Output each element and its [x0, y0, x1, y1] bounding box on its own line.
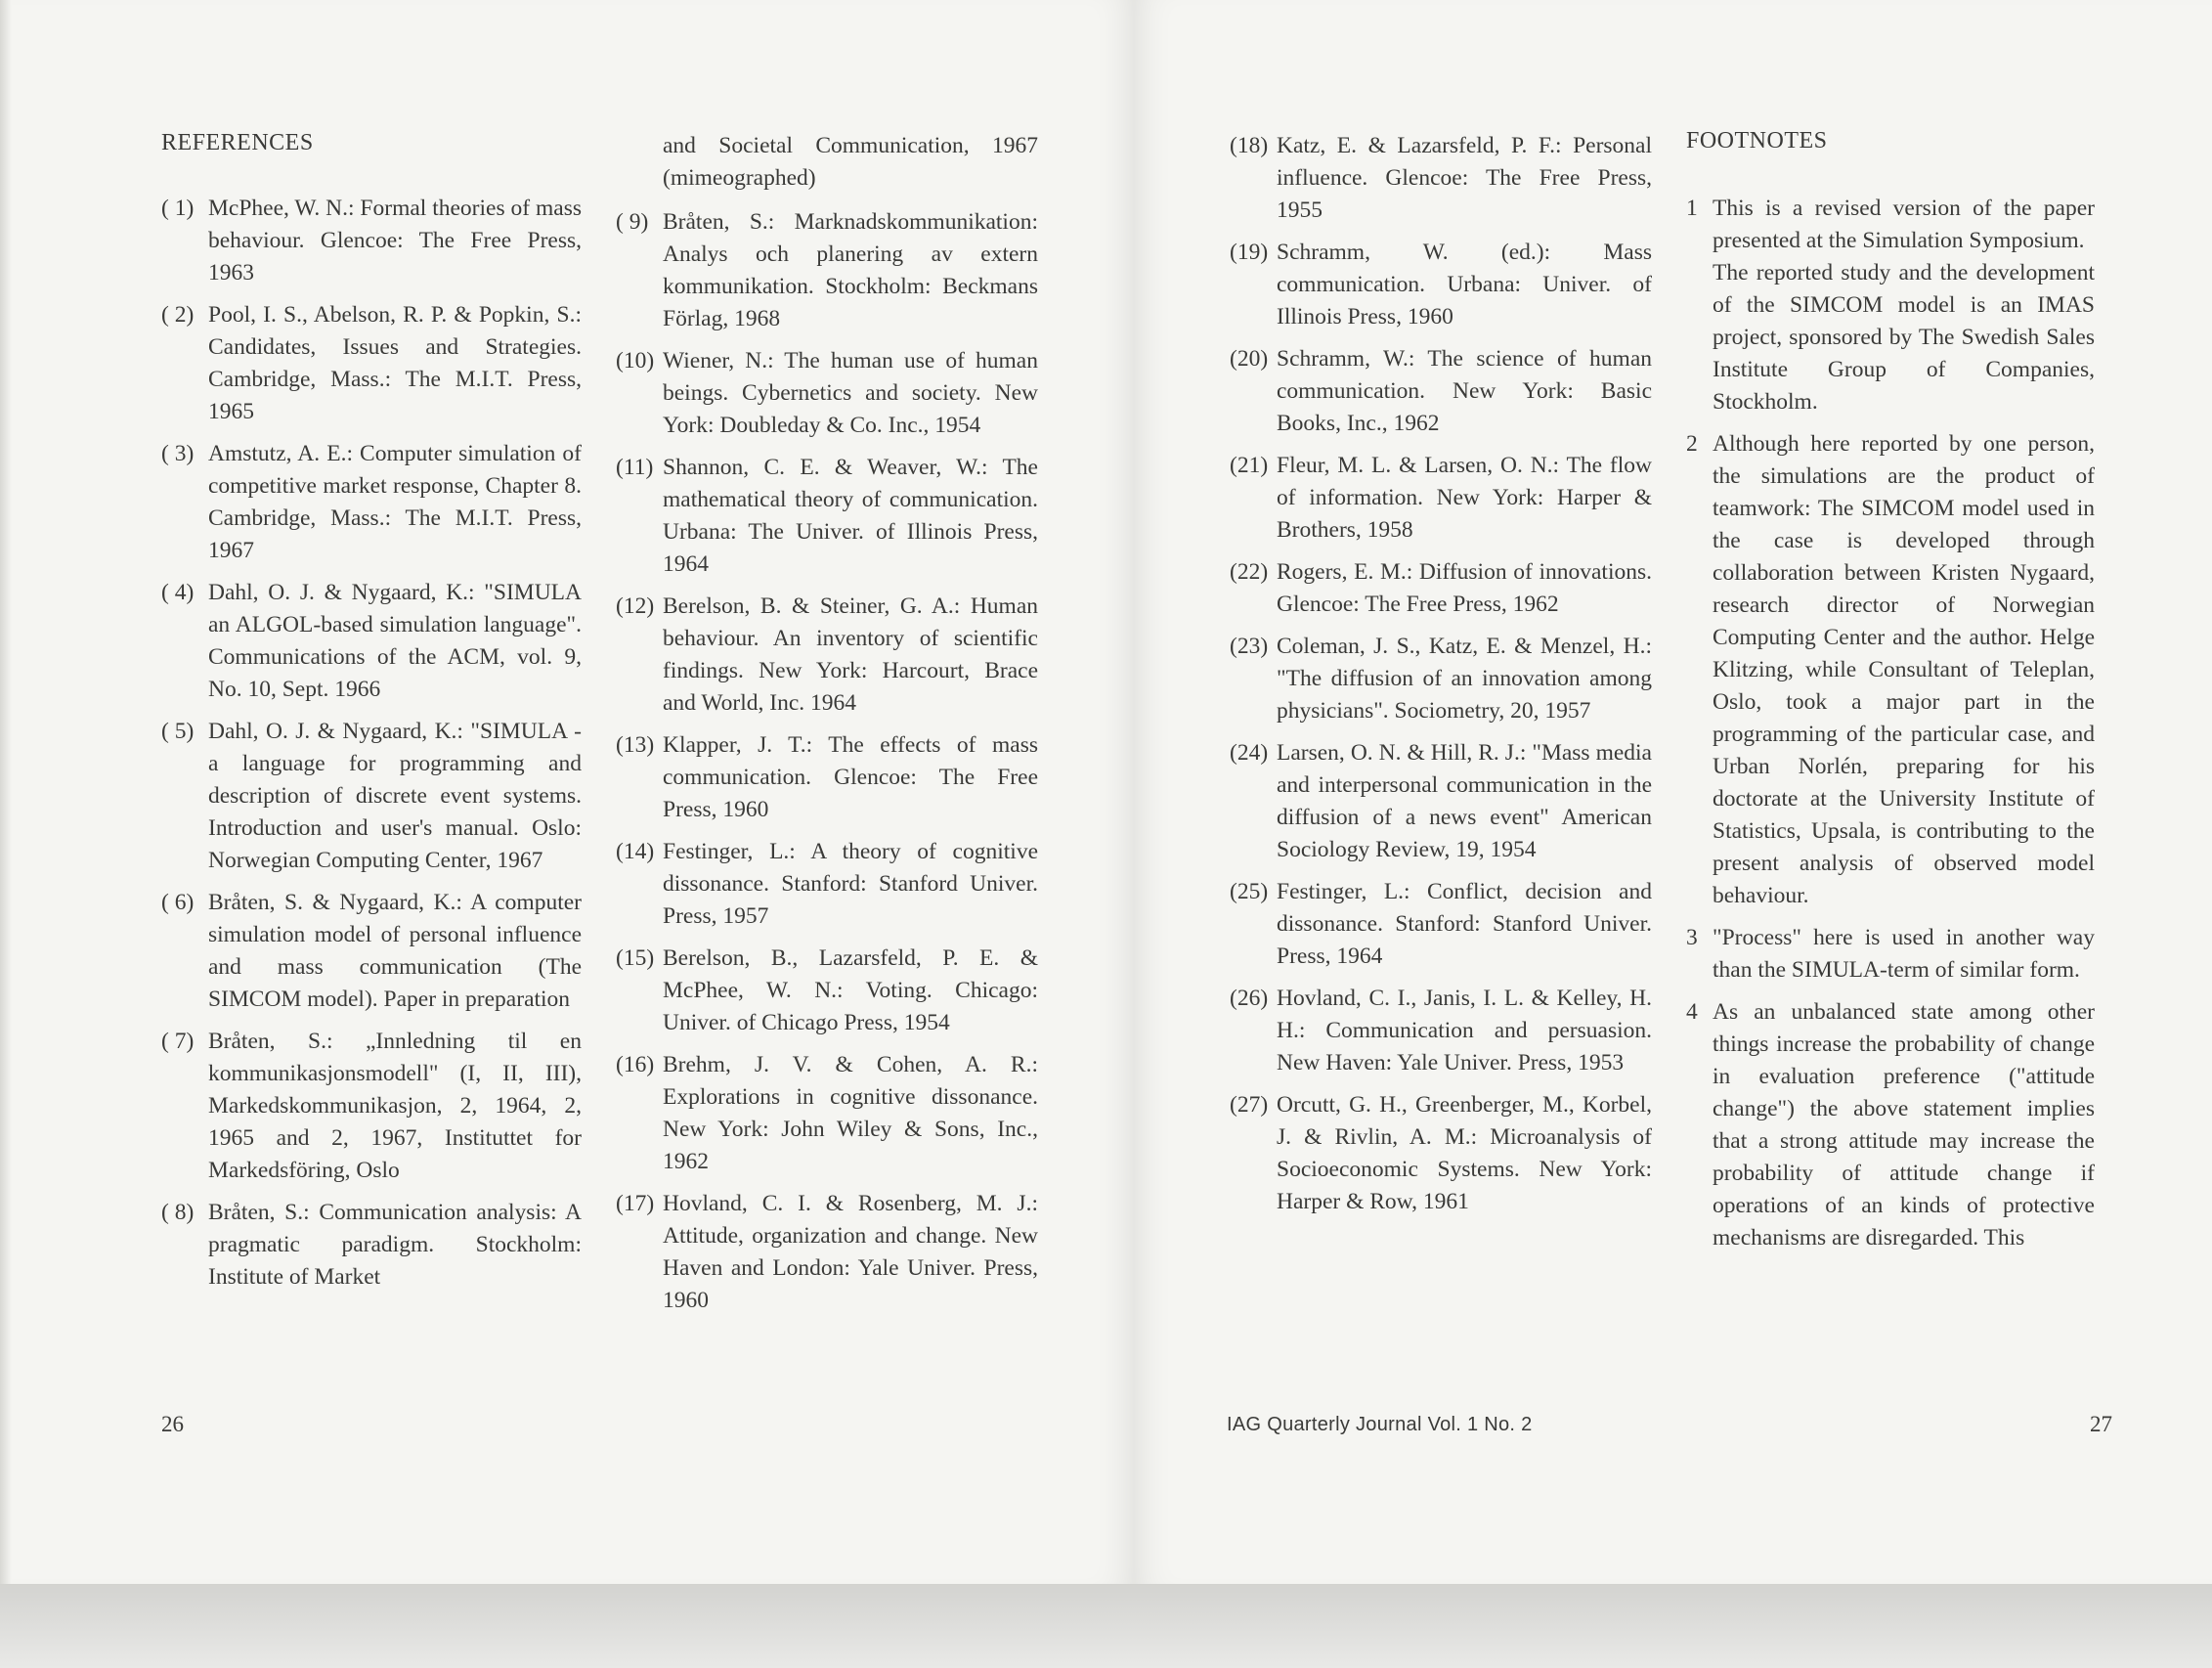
- reference-entry: [1230, 556, 1652, 621]
- reference-text: Wiener, N.: The human use of human beings. Cybernetics and society. New York: Doubleday & Co. Inc., 1954: [663, 348, 1038, 438]
- reference-text: Berelson, B. & Steiner, G. A.: Human behaviour. An inventory of scientific findings. New York: Harcourt, Brace and World, Inc. 1964: [663, 593, 1038, 716]
- reference-entry: [1230, 983, 1652, 1079]
- reference-number: ( 6): [161, 890, 195, 915]
- reference-text: Katz, E. & Lazarsfeld, P. F.: Personal influence. Glencoe: The Free Press, 1955: [1277, 133, 1652, 223]
- footnote-text: As an unbalanced state among other things increase the probability of change in evaluation preference ("attitude change") the above statement implies that a strong attitude may increase the probability of attitude change if operations of an kinds of protective mechanisms are disregarded. This: [1713, 999, 2095, 1251]
- reference-entry: [616, 206, 1038, 335]
- reference-text: Bråten, S.: Communication analysis: A pragmatic paradigm. Stockholm: Institute of Market: [208, 1200, 582, 1290]
- references-column-1: [161, 193, 582, 1303]
- reference-number: (10): [616, 348, 655, 373]
- reference-entry: [616, 591, 1038, 720]
- reference-text: Coleman, J. S., Katz, E. & Menzel, H.: "The diffusion of an innovation among physicians". Sociometry, 20, 1957: [1277, 634, 1652, 724]
- footnote-text: "Process" here is used in another way than the SIMULA-term of similar form.: [1713, 925, 2095, 983]
- reference-entry: [616, 345, 1038, 442]
- reference-number: (22): [1230, 559, 1269, 585]
- reference-number: ( 9): [616, 209, 649, 235]
- page-number-left: 26: [161, 1412, 184, 1436]
- footnote-entry: [1686, 428, 2095, 912]
- reference-entry: [616, 1188, 1038, 1317]
- footnote-number: 4: [1686, 999, 1698, 1025]
- reference-entry: [161, 1026, 582, 1187]
- reference-number: (23): [1230, 634, 1269, 659]
- reference-text: Fleur, M. L. & Larsen, O. N.: The flow of information. New York: Harper & Brothers, 1958: [1277, 453, 1652, 543]
- footnote-entry: [1686, 922, 2095, 987]
- reference-text: Schramm, W. (ed.): Mass communication. Urbana: Univer. of Illinois Press, 1960: [1277, 240, 1652, 329]
- reference-entry: [161, 577, 582, 706]
- reference-number: (20): [1230, 346, 1269, 372]
- reference-text: Shannon, C. E. & Weaver, W.: The mathematical theory of communication. Urbana: The Univer. of Illinois Press, 1964: [663, 455, 1038, 577]
- footnote-number: 1: [1686, 196, 1698, 221]
- reference-text: Rogers, E. M.: Diffusion of innovations. Glencoe: The Free Press, 1962: [1277, 559, 1652, 617]
- reference-number: ( 2): [161, 302, 195, 328]
- footnote-entry: [1686, 996, 2095, 1254]
- scan-background: [0, 1584, 2212, 1668]
- reference-entry: [1230, 450, 1652, 547]
- reference-text: Brehm, J. V. & Cohen, A. R.: Explorations in cognitive dissonance. New York: John Wiley & Sons, Inc., 1962: [663, 1052, 1038, 1174]
- reference-text: McPhee, W. N.: Formal theories of mass behaviour. Glencoe: The Free Press, 1963: [208, 196, 582, 285]
- reference-text: Bråten, S.: „Innledning til en kommunikasjonsmodell" (I, II, III), Markedskommunikasjon, 2, 1964, 2, 1965 and 2, 1967, Instituttet for Markedsföring, Oslo: [208, 1029, 582, 1183]
- reference-entry: [1230, 876, 1652, 973]
- reference-entry: [616, 943, 1038, 1039]
- footnote-text: Although here reported by one person, the simulations are the product of teamwork: The SIMCOM model used in the case is developed through collaboration between Kristen Nygaard, research director of Norwegian Computing Center and the author. Helge Klitzing, while Consultant of Teleplan, Oslo, took a major part in the programming of the particular case, and Urban Norlén, preparing for his doctorate at the University Institute of Statistics, Upsala, is contributing to the present analysis of observed model behaviour.: [1713, 431, 2095, 908]
- reference-number: ( 7): [161, 1029, 195, 1054]
- reference-text: Hovland, C. I. & Rosenberg, M. J.: Attitude, organization and change. New Haven and London: Yale Univer. Press, 1960: [663, 1191, 1038, 1313]
- references-column-3: [1230, 130, 1652, 1228]
- reference-text: Festinger, L.: Conflict, decision and dissonance. Stanford: Stanford Univer. Press, 1964: [1277, 879, 1652, 969]
- reference-number: (24): [1230, 740, 1269, 766]
- reference-entry: [1230, 737, 1652, 866]
- reference-number: (15): [616, 945, 655, 971]
- footnote-text: This is a revised version of the paper presented at the Simulation Symposium.: [1713, 196, 2095, 253]
- reference-text: Festinger, L.: A theory of cognitive dissonance. Stanford: Stanford Univer. Press, 1957: [663, 839, 1038, 929]
- reference-number: (27): [1230, 1092, 1269, 1118]
- reference-number: ( 5): [161, 719, 195, 744]
- references-heading: REFERENCES: [161, 130, 314, 155]
- page-number-right: 27: [2090, 1412, 2112, 1436]
- reference-number: (14): [616, 839, 655, 864]
- reference-entry: [1230, 237, 1652, 333]
- footnotes-heading: FOOTNOTES: [1686, 128, 1828, 154]
- reference-number: (11): [616, 455, 654, 480]
- running-footer: IAG Quarterly Journal Vol. 1 No. 2: [1227, 1414, 1533, 1435]
- left-page: [0, 0, 1134, 1584]
- reference-number: (21): [1230, 453, 1269, 478]
- reference-entry: [616, 836, 1038, 933]
- reference-number: (25): [1230, 879, 1269, 904]
- reference-number: ( 4): [161, 580, 195, 605]
- reference-entry: [161, 299, 582, 428]
- reference-text: Bråten, S. & Nygaard, K.: A computer simulation model of personal influence and mass communication (The SIMCOM model). Paper in preparation: [208, 890, 582, 1012]
- reference-entry: [1230, 343, 1652, 440]
- reference-number: ( 3): [161, 441, 195, 466]
- reference-entry: [161, 1197, 582, 1294]
- reference-entry: [616, 729, 1038, 826]
- footnote-entry: [1686, 193, 2095, 418]
- footnote-number: 3: [1686, 925, 1698, 950]
- reference-text: Schramm, W.: The science of human communication. New York: Basic Books, Inc., 1962: [1277, 346, 1652, 436]
- reference-entry: [161, 716, 582, 877]
- reference-text: Orcutt, G. H., Greenberger, M., Korbel, J. & Rivlin, A. M.: Microanalysis of Socioeconomic Systems. New York: Harper & Row, 1961: [1277, 1092, 1652, 1214]
- reference-text: Larsen, O. N. & Hill, R. J.: "Mass media and interpersonal communication in the diffusion of a news event" American Sociology Review, 19, 1954: [1277, 740, 1652, 862]
- reference-number: ( 1): [161, 196, 195, 221]
- reference-text: Hovland, C. I., Janis, I. L. & Kelley, H. H.: Communication and persuasion. New Haven: Yale Univer. Press, 1953: [1277, 986, 1652, 1075]
- reference-number: (19): [1230, 240, 1269, 265]
- reference-text: Klapper, J. T.: The effects of mass communication. Glencoe: The Free Press, 1960: [663, 732, 1038, 822]
- reference-entry: [1230, 130, 1652, 227]
- reference-text: Amstutz, A. E.: Computer simulation of competitive market response, Chapter 8. Cambridge, Mass.: The M.I.T. Press, 1967: [208, 441, 582, 563]
- reference-text: Berelson, B., Lazarsfeld, P. E. & McPhee, W. N.: Voting. Chicago: Univer. of Chicago Press, 1954: [663, 945, 1038, 1035]
- reference-entry: [161, 438, 582, 567]
- reference-entry: [1230, 631, 1652, 727]
- reference-number: (12): [616, 593, 655, 619]
- reference-number: (17): [616, 1191, 655, 1216]
- reference-text: Dahl, O. J. & Nygaard, K.: "SIMULA - a language for programming and description of discrete event systems. Introduction and user's manual. Oslo: Norwegian Computing Center, 1967: [208, 719, 582, 873]
- reference-entry: [616, 452, 1038, 581]
- reference-number: (13): [616, 732, 655, 758]
- footnote-number: 2: [1686, 431, 1698, 457]
- reference-number: (18): [1230, 133, 1269, 158]
- reference-text: Pool, I. S., Abelson, R. P. & Popkin, S.: Candidates, Issues and Strategies. Cambridge, Mass.: The M.I.T. Press, 1965: [208, 302, 582, 424]
- reference-text: Bråten, S.: Marknadskommunikation: Analys och planering av extern kommunikation. Stockholm: Beckmans Förlag, 1968: [663, 209, 1038, 331]
- footnotes-column: [1686, 193, 2095, 1264]
- reference-entry: [616, 1049, 1038, 1178]
- page-edge: [0, 0, 12, 1584]
- reference-continuation: and Societal Communication, 1967 (mimeographed): [663, 133, 1038, 191]
- reference-entry: [161, 887, 582, 1016]
- reference-number: (26): [1230, 986, 1269, 1011]
- right-page: [1134, 0, 2212, 1584]
- reference-entry: [1230, 1089, 1652, 1218]
- reference-text: Dahl, O. J. & Nygaard, K.: "SIMULA an ALGOL-based simulation language". Communications of the ACM, vol. 9, No. 10, Sept. 1966: [208, 580, 582, 702]
- references-column-2: [616, 130, 1038, 1327]
- footnote-text: The reported study and the development of the SIMCOM model is an IMAS project, sponsored by The Swedish Sales Institute Group of Companies, Stockholm.: [1713, 260, 2095, 415]
- reference-number: (16): [616, 1052, 655, 1077]
- reference-entry: [161, 193, 582, 289]
- reference-number: ( 8): [161, 1200, 195, 1225]
